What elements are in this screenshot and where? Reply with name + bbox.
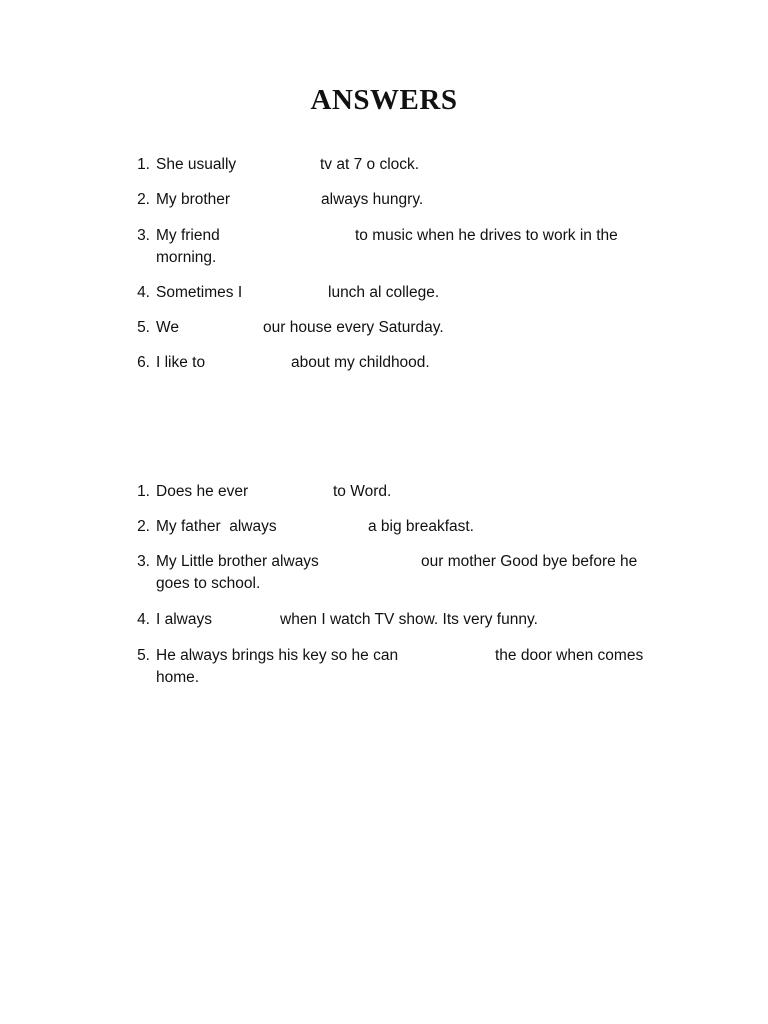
item-number: 1. <box>137 156 150 173</box>
sentence-end: when I watch TV show. Its very funny. <box>280 611 538 628</box>
sentence-end: the door when comes <box>495 647 644 664</box>
sentence-end: our house every Saturday. <box>263 319 444 336</box>
item-number: 3. <box>137 553 150 570</box>
sentence-end: to Word. <box>333 483 392 500</box>
sentence-start: I like to <box>156 354 206 371</box>
sentence-end: always hungry. <box>321 191 424 208</box>
item-number: 1. <box>137 483 150 500</box>
item-number: 5. <box>137 319 150 336</box>
sentence-continuation: goes to school. <box>156 575 261 592</box>
sentence-start: He always brings his key so he can <box>156 647 399 664</box>
item-number: 2. <box>137 518 150 535</box>
sentence-end: to music when he drives to work in the <box>355 227 618 244</box>
sentence-start: We <box>156 319 179 336</box>
item-number: 2. <box>137 191 150 208</box>
item-number: 3. <box>137 227 150 244</box>
page-title: ANSWERS <box>310 84 458 116</box>
sentence-end: about my childhood. <box>291 354 430 371</box>
sentence-end: a big breakfast. <box>368 518 474 535</box>
item-number: 4. <box>137 611 150 628</box>
sentence-continuation: morning. <box>156 249 217 266</box>
sentence-start: My Little brother always <box>156 553 319 570</box>
item-number: 5. <box>137 647 150 664</box>
sentence-start: My brother <box>156 191 231 208</box>
sentence-start: Sometimes I <box>156 284 243 301</box>
sentence-start: Does he ever <box>156 483 249 500</box>
sentence-start: I always <box>156 611 212 628</box>
item-number: 6. <box>137 354 150 371</box>
sentence-start: My friend <box>156 227 220 244</box>
sentence-end: our mother Good bye before he <box>421 553 638 570</box>
sentence-continuation: home. <box>156 669 200 686</box>
sentence-start: She usually <box>156 156 237 173</box>
sentence-end: tv at 7 o clock. <box>320 156 420 173</box>
sentence-start: My father always <box>156 518 277 535</box>
sentence-end: lunch al college. <box>328 284 440 301</box>
item-number: 4. <box>137 284 150 301</box>
